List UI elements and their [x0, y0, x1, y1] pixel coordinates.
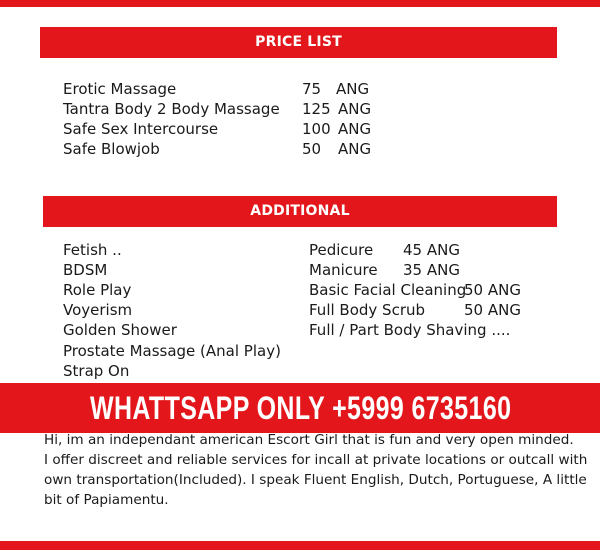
price-item-currency: ANG	[338, 100, 372, 118]
description-line: bit of Papiamentu.	[44, 492, 169, 508]
additional-item: Role Play	[63, 281, 132, 299]
description	[44, 430, 594, 510]
price-list-header: PRICE LIST	[40, 27, 557, 58]
description-line: own transportation(Included). I speak Fluent English, Dutch, Portuguese, A little	[44, 472, 587, 488]
additional-item: Voyerism	[63, 301, 133, 319]
description-line: I offer discreet and reliable services for incall at private locations or outcall with	[44, 452, 588, 468]
additional-item: Strap On	[63, 362, 130, 380]
service-name: Pedicure	[309, 241, 374, 259]
bottom-red-border	[0, 541, 600, 550]
additional-header: ADDITIONAL	[43, 196, 557, 227]
additional-item: Prostate Massage (Anal Play)	[63, 342, 281, 360]
price-item-amount: 100	[302, 120, 331, 138]
price-item-name: Tantra Body 2 Body Massage	[63, 100, 280, 118]
top-red-border	[0, 0, 600, 7]
service-name: Manicure	[309, 261, 378, 279]
additional-item: Golden Shower	[63, 321, 177, 339]
price-item-name: Safe Sex Intercourse	[63, 120, 219, 138]
price-item-name: Safe Blowjob	[63, 140, 160, 158]
price-item-amount: 125	[302, 100, 331, 118]
service-price: 35 ANG	[403, 261, 460, 279]
description-line: Hi, im an independant american Escort Girl that is fun and very open minded.	[44, 432, 574, 448]
service-name: Full / Part Body Shaving ....	[309, 321, 511, 339]
price-item-currency: ANG	[338, 120, 372, 138]
price-item-currency: ANG	[336, 80, 370, 98]
whatsapp-contact-text[interactable]: WHATTSAPP ONLY +5999 6735160	[90, 390, 512, 426]
price-item-name: Erotic Massage	[63, 80, 177, 98]
service-price: 50 ANG	[464, 281, 521, 299]
price-item-currency: ANG	[338, 140, 372, 158]
service-price: 50 ANG	[464, 301, 521, 319]
service-name: Basic Facial Cleaning	[309, 281, 467, 299]
price-item-amount: 75	[302, 80, 322, 98]
additional-item: Fetish ..	[63, 241, 122, 259]
service-name: Full Body Scrub	[309, 301, 426, 319]
price-item-amount: 50	[302, 140, 322, 158]
service-price: 45 ANG	[403, 241, 460, 259]
additional-item: BDSM	[63, 261, 108, 279]
